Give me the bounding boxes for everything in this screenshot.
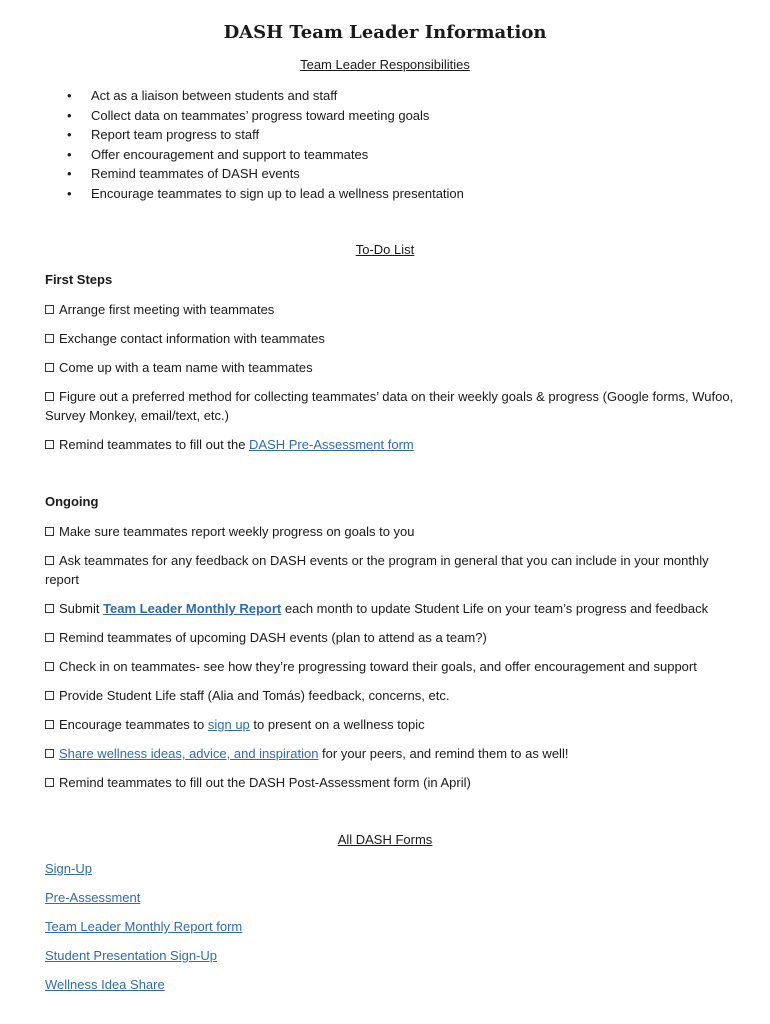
todo-item: [45, 715, 735, 734]
list-item: • Act as a liaison between students and staff: [64, 86, 464, 106]
page-title: DASH Team Leader Information: [223, 22, 547, 43]
todo-text: Remind teammates to fill out the DASH Post-Assessment form (in April): [59, 775, 471, 790]
todo-text: Check in on teammates- see how they’re progressing toward their goals, and offer encouragement and support: [59, 659, 697, 674]
todo-text: Provide Student Life staff (Alia and Tomás) feedback, concerns, etc.: [59, 688, 450, 703]
checkbox-icon[interactable]: [45, 778, 54, 787]
todo-text: Arrange first meeting with teammates: [59, 302, 275, 317]
todo-item: [45, 329, 735, 348]
checkbox-icon[interactable]: [45, 633, 54, 642]
checkbox-icon[interactable]: [45, 527, 54, 536]
todo-text: to present on a wellness topic: [249, 717, 425, 732]
todo-item: [45, 551, 735, 589]
list-item: • Offer encouragement and support to teammates: [64, 145, 464, 165]
checkbox-icon[interactable]: [45, 691, 54, 700]
todo-item: [45, 300, 735, 319]
todo-item: [45, 358, 735, 377]
todo-text: for your peers, and remind them to as well!: [318, 746, 569, 761]
todo-item: [45, 744, 735, 763]
todo-text: Figure out a preferred method for collecting teammates’ data on their weekly goals & progress (Google forms, Wufoo, Survey Monkey, email/text, etc.): [45, 389, 734, 423]
forms-heading: All DASH Forms: [337, 832, 433, 847]
todo-text: Remind teammates to fill out the: [59, 437, 250, 452]
todo-text: each month to update Student Life on your team’s progress and feedback: [281, 601, 709, 616]
first-steps-heading: First Steps: [45, 272, 113, 287]
ongoing-heading: Ongoing: [45, 494, 99, 509]
todo-text: Come up with a team name with teammates: [59, 360, 313, 375]
checkbox-icon[interactable]: [45, 440, 54, 449]
todo-item: [45, 773, 735, 792]
todo-text: Encourage teammates to: [59, 717, 208, 732]
list-item: • Report team progress to staff: [64, 125, 464, 145]
form-link-pre-assessment[interactable]: Pre-Assessment: [45, 890, 141, 905]
form-link-monthly-report[interactable]: Team Leader Monthly Report form: [45, 919, 243, 934]
todo-item: [45, 599, 735, 618]
todo-item: [45, 387, 735, 425]
responsibilities-list: [64, 86, 464, 203]
checkbox-icon[interactable]: [45, 604, 54, 613]
todo-item: [45, 522, 735, 541]
monthly-report-link[interactable]: Team Leader Monthly Report: [103, 601, 282, 616]
sign-up-link[interactable]: sign up: [207, 717, 250, 732]
checkbox-icon[interactable]: [45, 305, 54, 314]
responsibilities-heading: Team Leader Responsibilities: [300, 57, 470, 72]
form-link-sign-up[interactable]: Sign-Up: [45, 861, 92, 876]
list-item: • Encourage teammates to sign up to lead a wellness presentation: [64, 184, 464, 204]
checkbox-icon[interactable]: [45, 363, 54, 372]
todo-text: Make sure teammates report weekly progress on goals to you: [59, 524, 415, 539]
checkbox-icon[interactable]: [45, 556, 54, 565]
checkbox-icon[interactable]: [45, 749, 54, 758]
todo-text: Remind teammates of upcoming DASH events (plan to attend as a team?): [59, 630, 487, 645]
todo-item: [45, 657, 735, 676]
todo-item: [45, 435, 735, 454]
todo-text: Ask teammates for any feedback on DASH events or the program in general that you can include in your monthly report: [45, 553, 709, 587]
checkbox-icon[interactable]: [45, 334, 54, 343]
share-ideas-link[interactable]: Share wellness ideas, advice, and inspiration: [59, 746, 319, 761]
todo-text: Exchange contact information with teammates: [59, 331, 325, 346]
todo-text: Submit: [59, 601, 104, 616]
checkbox-icon[interactable]: [45, 392, 54, 401]
form-link-presentation-sign-up[interactable]: Student Presentation Sign-Up: [45, 948, 217, 963]
form-link-wellness-idea-share[interactable]: Wellness Idea Share: [45, 977, 165, 992]
list-item: • Remind teammates of DASH events: [64, 164, 464, 184]
list-item: • Collect data on teammates’ progress toward meeting goals: [64, 106, 464, 126]
todo-heading: To-Do List: [355, 242, 415, 257]
checkbox-icon[interactable]: [45, 662, 54, 671]
todo-item: [45, 628, 735, 647]
todo-item: [45, 686, 735, 705]
checkbox-icon[interactable]: [45, 720, 54, 729]
pre-assessment-link[interactable]: DASH Pre-Assessment form: [249, 437, 414, 452]
